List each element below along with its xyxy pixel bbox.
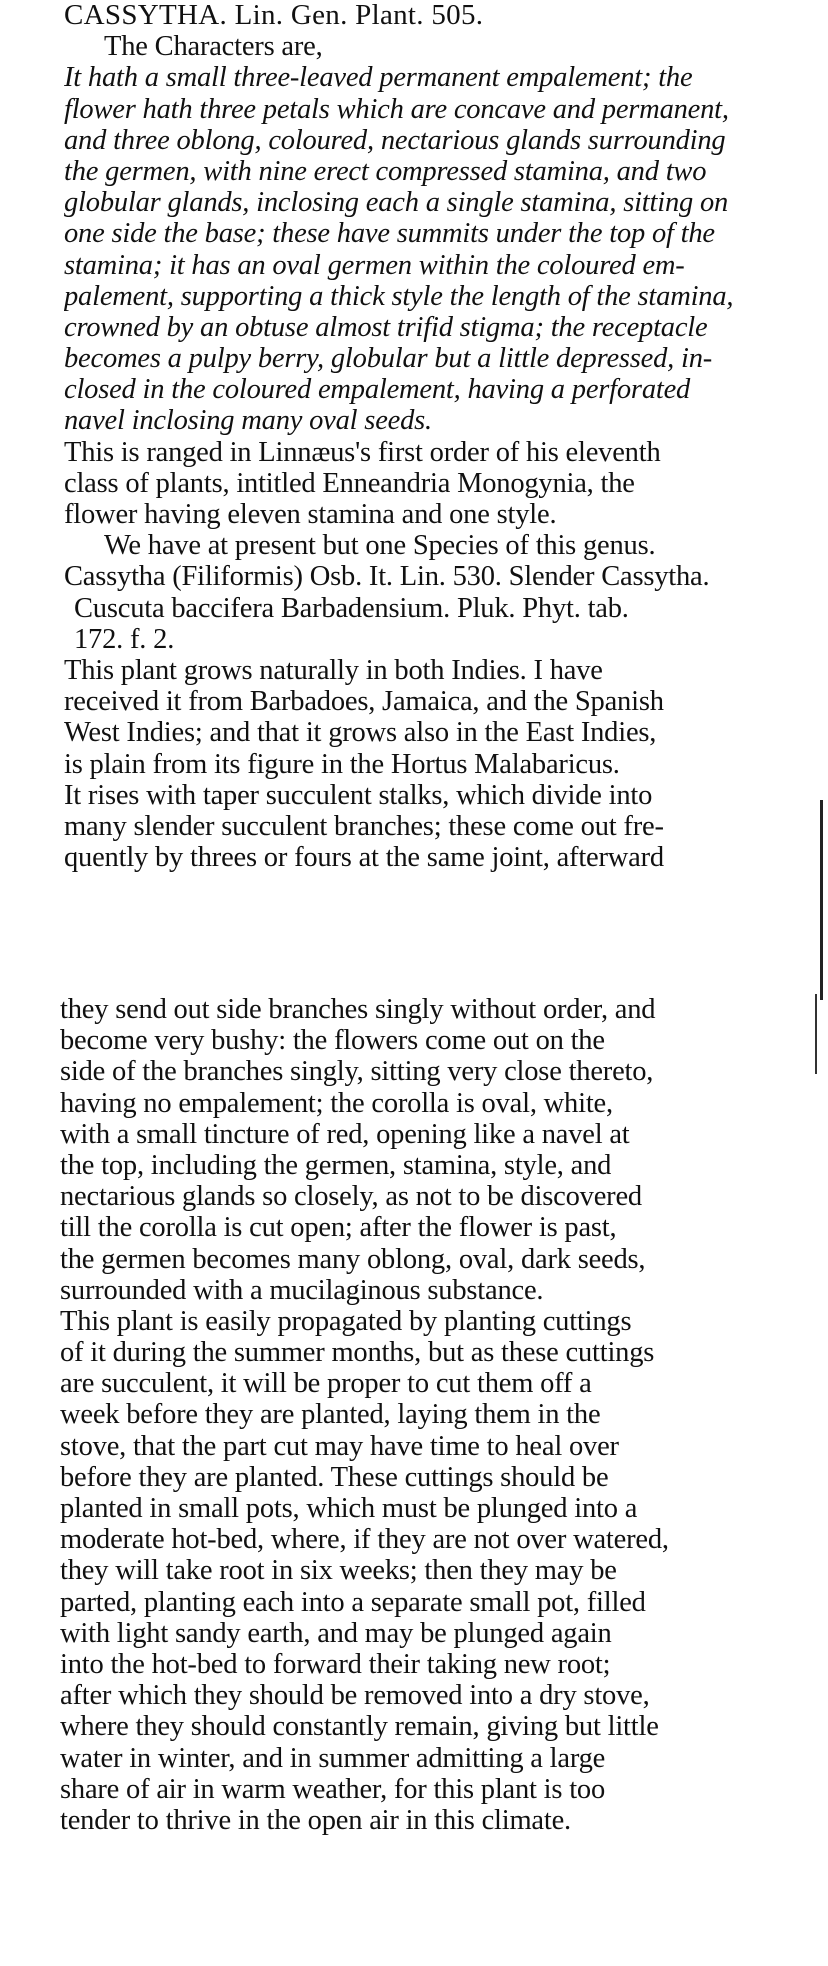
description-line: the top, including the germen, stamina, style, and (60, 1149, 612, 1181)
propagation-paragraph (60, 1306, 800, 1836)
species-synonym-line: Cuscuta baccifera Barbadensium. Pluk. Phyt. tab. (74, 592, 629, 624)
description-line: It rises with taper succulent stalks, which divide into (64, 779, 653, 811)
characters-line: flower hath three petals which are concave and permanent, (64, 93, 729, 125)
genus-heading: CASSYTHA. Lin. Gen. Plant. 505. (64, 0, 484, 31)
species-count-line: We have at present but one Species of this genus. (104, 530, 656, 562)
propagation-line: share of air in warm weather, for this plant is too (60, 1773, 606, 1805)
characters-line: stamina; it has an oval germen within the coloured em- (64, 249, 685, 281)
characters-line: closed in the coloured empalement, having a perforated (64, 374, 691, 406)
propagation-line: parted, planting each into a separate small pot, filled (60, 1586, 646, 1618)
description-line: with a small tincture of red, opening like a navel at (60, 1118, 630, 1150)
characters-line: the germen, with nine erect compressed stamina, and two (64, 155, 707, 187)
propagation-line: This plant is easily propagated by planting cuttings (60, 1305, 632, 1337)
description-line: quently by threes or fours at the same joint, afterward (64, 842, 664, 874)
propagation-line: before they are planted. These cuttings should be (60, 1461, 609, 1493)
propagation-line: they will take root in six weeks; then they may be (60, 1555, 617, 1587)
description-paragraph-upper (64, 655, 804, 873)
characters-line: and three oblong, coloured, nectarious glands surrounding (64, 124, 726, 156)
description-line: many slender succulent branches; these come out fre- (64, 810, 664, 842)
propagation-line: are succulent, it will be proper to cut them off a (60, 1368, 592, 1400)
description-line: the germen becomes many oblong, oval, dark seeds, (60, 1243, 646, 1275)
page-edge-rule-lower (815, 994, 817, 1074)
propagation-line: stove, that the part cut may have time to heal over (60, 1430, 619, 1462)
classification-line: This is ranged in Linnæus's first order of his eleventh (64, 436, 661, 468)
description-line: they send out side branches singly without order, and (60, 994, 656, 1025)
description-paragraph-lower (60, 994, 800, 1306)
description-line: surrounded with a mucilaginous substance. (60, 1274, 544, 1306)
description-line: having no empalement; the corolla is oval, white, (60, 1087, 613, 1119)
propagation-line: tender to thrive in the open air in this climate. (60, 1804, 571, 1836)
propagation-line: water in winter, and in summer admitting a large (60, 1742, 606, 1774)
page-upper-block (64, 0, 804, 1000)
description-line: is plain from its figure in the Hortus Malabaricus. (64, 748, 620, 780)
propagation-line: with light sandy earth, and may be plunged again (60, 1617, 612, 1649)
description-line: nectarious glands so closely, as not to be discovered (60, 1181, 642, 1213)
description-line: side of the branches singly, sitting very close thereto, (60, 1056, 654, 1088)
description-line: till the corolla is cut open; after the flower is past, (60, 1212, 617, 1244)
classification-line: class of plants, intitled Enneandria Monogynia, the (64, 467, 635, 499)
description-line: received it from Barbadoes, Jamaica, and the Spanish (64, 686, 664, 718)
species-name-line: Cassytha (Filiformis) Osb. It. Lin. 530. Slender Cassytha. (64, 561, 710, 593)
species-name-block (64, 561, 804, 655)
characters-line: one side the base; these have summits under the top of the (64, 218, 715, 250)
characters-line: becomes a pulpy berry, globular but a little depressed, in- (64, 343, 713, 375)
description-line: West Indies; and that it grows also in the East Indies, (64, 717, 657, 749)
species-synonym-line: 172. f. 2. (74, 623, 175, 655)
page-lower-block (60, 994, 800, 1966)
propagation-line: of it during the summer months, but as these cuttings (60, 1337, 655, 1369)
propagation-line: planted in small pots, which must be plunged into a (60, 1493, 638, 1524)
propagation-line: moderate hot-bed, where, if they are not over watered, (60, 1524, 669, 1556)
propagation-line: after which they should be removed into a dry stove, (60, 1680, 650, 1712)
characters-line: crowned by an obtuse almost trifid stigma; the receptacle (64, 311, 708, 343)
page-edge-rule (820, 800, 823, 1000)
description-line: become very bushy: the flowers come out on the (60, 1025, 605, 1057)
classification-paragraph (64, 437, 804, 531)
characters-line: globular glands, inclosing each a single stamina, sitting on (64, 187, 729, 219)
propagation-line: week before they are planted, laying them in the (60, 1399, 601, 1431)
characters-paragraph (64, 62, 804, 436)
characters-heading: The Characters are, (104, 31, 323, 63)
classification-line: flower having eleven stamina and one style. (64, 499, 557, 530)
characters-line: palement, supporting a thick style the length of the stamina, (64, 280, 734, 312)
propagation-line: where they should constantly remain, giving but little (60, 1711, 659, 1743)
characters-line: navel inclosing many oval seeds. (64, 405, 432, 437)
propagation-line: into the hot-bed to forward their taking new root; (60, 1648, 611, 1680)
description-line: This plant grows naturally in both Indies. I have (64, 654, 603, 686)
characters-line: It hath a small three-leaved permanent empalement; the (64, 62, 693, 94)
